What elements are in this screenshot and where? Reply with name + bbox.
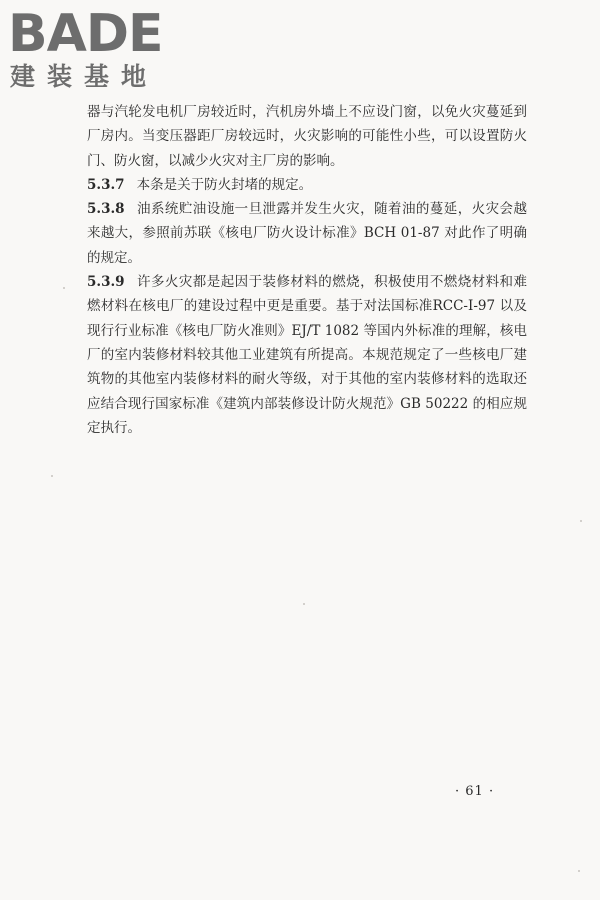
clause-5-3-8: [87, 197, 527, 270]
logo-subtitle: 建装基地: [10, 62, 159, 91]
paper-speck: [51, 475, 53, 477]
paper-speck: [303, 603, 305, 605]
paragraph-text: 器与汽轮发电机厂房较近时，汽机房外墙上不应设门窗，以免火灾蔓延到厂房内。当变压器距厂房较远时，火灾影响的可能性小些，可以设置防火门、防火窗，以减少火灾对主厂房的影响。: [87, 104, 527, 169]
logo-wordmark: BADE: [8, 4, 163, 64]
clause-number: 5.3.8: [87, 201, 125, 218]
clause-text: 本条是关于防火封堵的规定。: [136, 176, 313, 193]
paper-speck: [63, 287, 65, 289]
clause-5-3-7: [87, 173, 527, 197]
paper-speck: [578, 870, 580, 872]
clause-text: 许多火灾都是起因于装修材料的燃烧，积极使用不燃烧材料和难燃材料在核电厂的建设过程中更是重要。基于对法国标准RCC-I-97 以及现行行业标准《核电厂防火准则》EJ/T 1082 等国内外标准的理解，核电厂的室内装修材料较其他工业建筑有所提高。本规范规定了一些核电厂建筑物的其他室内装修材料的耐火等级，对于其他的室内装修材料的选取还应结合现行国家标准《建筑内部装修设计防火规范》GB 50222 的相应规定执行。: [87, 274, 527, 436]
page-number: · 61 ·: [455, 784, 495, 799]
paragraph-continuation: [87, 100, 527, 173]
document-body: [87, 100, 527, 440]
bade-logo: [8, 6, 178, 92]
clause-text: 油系统贮油设施一旦泄露并发生火灾，随着油的蔓延，火灾会越来越大，参照前苏联《核电厂防火设计标准》BCH 01-87 对此作了明确的规定。: [87, 201, 527, 266]
clause-number: 5.3.7: [87, 176, 125, 193]
clause-5-3-9: [87, 270, 527, 440]
paper-speck: [580, 520, 582, 522]
clause-number: 5.3.9: [87, 274, 125, 291]
